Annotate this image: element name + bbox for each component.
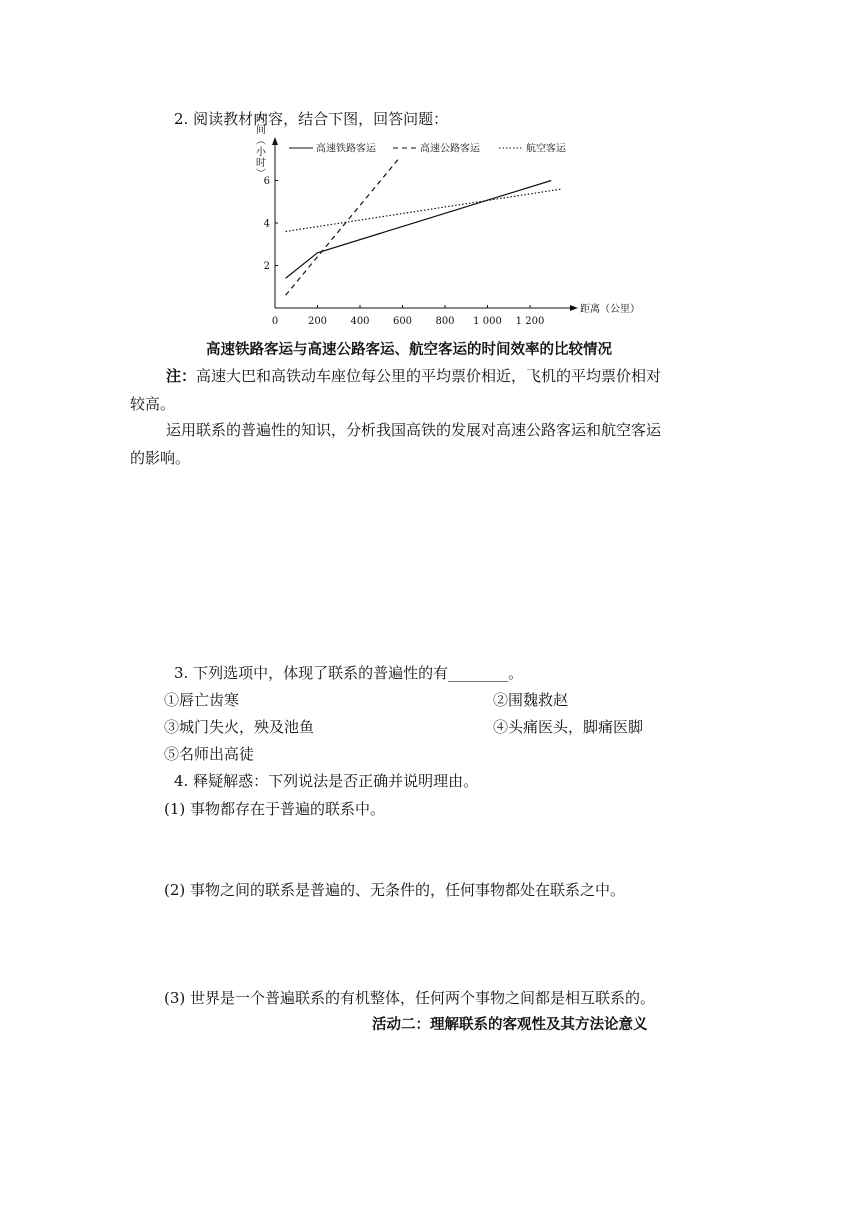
- y-tick-label: 4: [263, 218, 270, 230]
- q4-item-2: (2) 事物之间的联系是普遍的、无条件的，任何事物都处在联系之中。: [164, 881, 626, 899]
- y-tick-label: 6: [263, 176, 270, 187]
- legend-label-1: 高速铁路客运: [316, 143, 376, 155]
- q4-item-1: (1) 事物都存在于普遍的联系中。: [164, 800, 386, 818]
- y-tick-label: 2: [263, 261, 270, 272]
- x-tick-label: 1 200: [515, 316, 545, 327]
- q4-stem: 4. 释疑解惑：下列说法是否正确并说明理由。: [174, 772, 479, 790]
- x-axis-arrow: [570, 305, 578, 311]
- q3-option-2: ②围魏救赵: [493, 691, 569, 709]
- note-text-1: 高速大巴和高铁动车座位每公里的平均票价相近，飞机的平均票价相对: [196, 367, 662, 385]
- q2-intro: 2. 阅读教材内容，结合下图，回答问题：: [174, 110, 449, 128]
- x-tick-label: 600: [392, 316, 413, 327]
- note-line-1: [166, 366, 661, 386]
- x-tick-label: 1 000: [473, 316, 502, 327]
- q3-option-3: ③城门失火，殃及池鱼: [164, 718, 315, 736]
- note-label: 注：: [166, 367, 197, 385]
- chart-caption: 高速铁路客运与高速公路客运、航空客运的时间效率的比较情况: [206, 342, 612, 358]
- q4-item-3: (3) 世界是一个普遍联系的有机整体，任何两个事物之间都是相互联系的。: [164, 989, 656, 1007]
- task-line-1: 运用联系的普遍性的知识，分析我国高铁的发展对高速公路客运和航空客运: [166, 421, 662, 439]
- x-tick-label: 200: [307, 316, 328, 327]
- x-tick-label: 0: [271, 316, 279, 327]
- y-axis-label: 时间（小时）: [253, 113, 265, 179]
- q3-option-1: ①唇亡齿寒: [164, 691, 240, 709]
- series-line-3: [286, 189, 562, 232]
- series-line-1: [286, 181, 552, 279]
- activity-2-title: 活动二：理解联系的客观性及其方法论意义: [372, 1017, 648, 1033]
- q3-option-4: ④头痛医头，脚痛医脚: [493, 718, 644, 736]
- legend-label-2: 高速公路客运: [420, 143, 480, 155]
- series-line-2: [286, 159, 399, 295]
- legend-label-3: 航空客运: [526, 143, 566, 155]
- y-axis-arrow: [272, 137, 278, 145]
- note-line-2: 较高。: [130, 395, 176, 413]
- task-line-2: 的影响。: [130, 449, 191, 467]
- q3-stem: 3. 下列选项中，体现了联系的普遍性的有________。: [174, 664, 524, 682]
- x-tick-label: 400: [350, 316, 370, 327]
- x-axis-label: 距离（公里）: [580, 304, 640, 315]
- x-tick-label: 800: [435, 316, 455, 327]
- q3-option-5: ⑤名师出高徒: [164, 745, 255, 763]
